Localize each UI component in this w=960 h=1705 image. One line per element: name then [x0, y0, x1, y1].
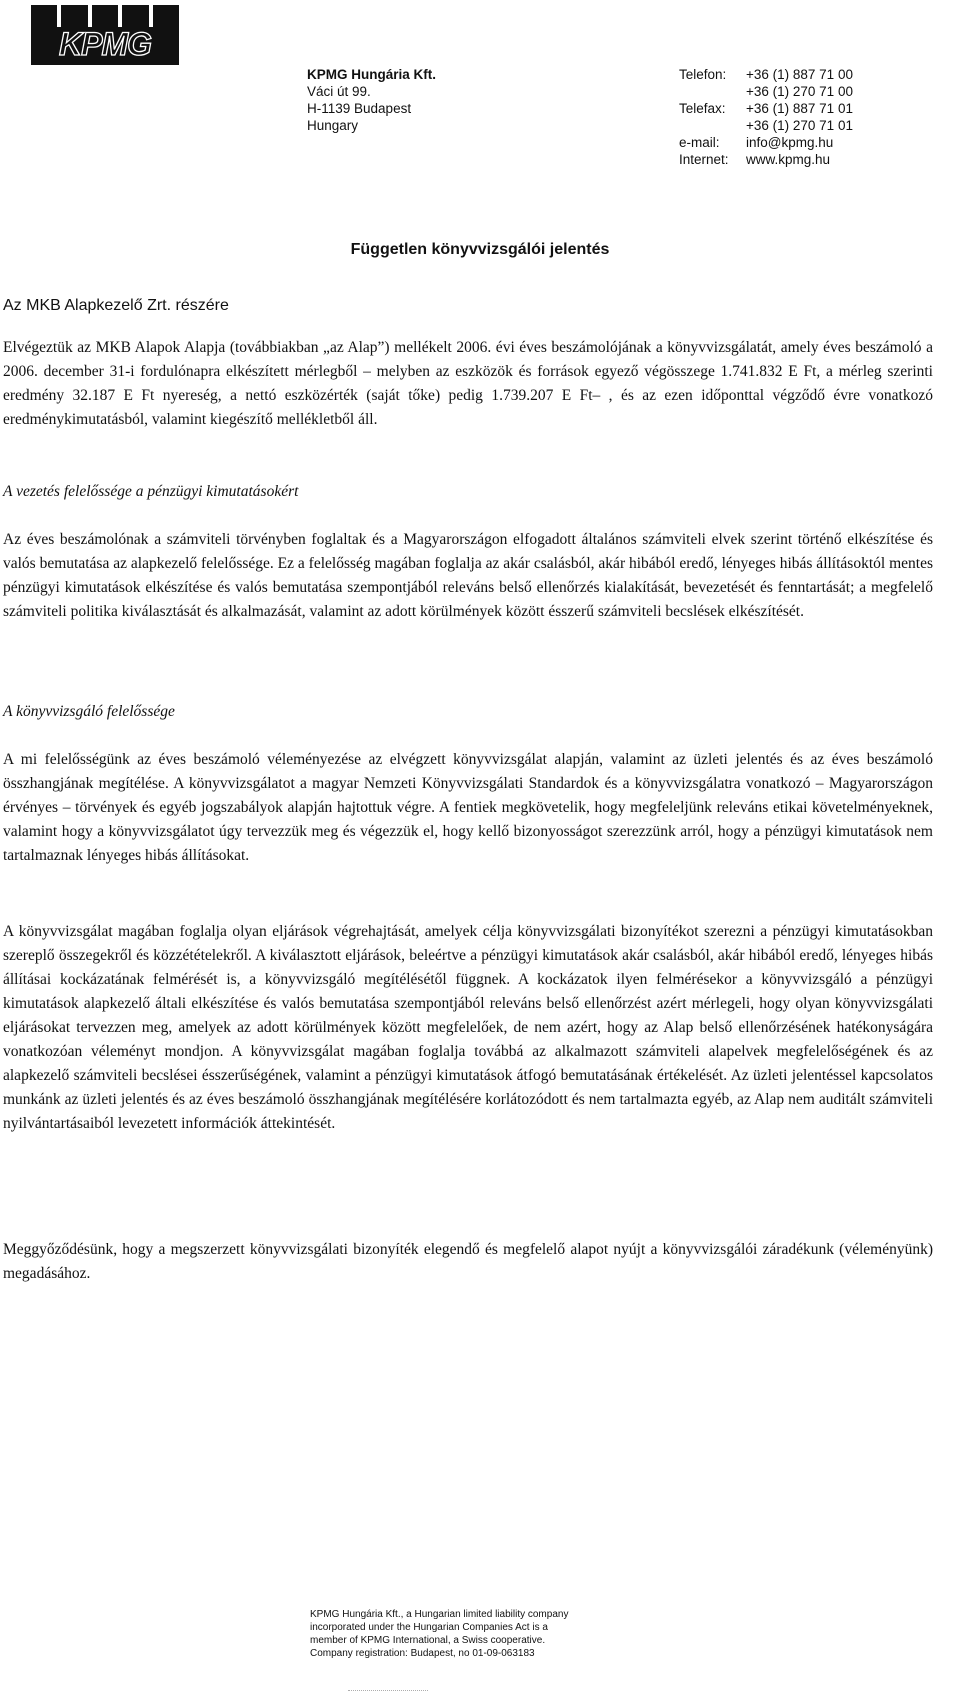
footer-line: incorporated under the Hungarian Companies Act is a — [310, 1622, 548, 1633]
auditor-paragraph-1-block — [3, 748, 933, 868]
section-heading-management: A vezetés felelőssége a pénzügyi kimutatásokért — [3, 483, 299, 500]
contact-label: e-mail: — [679, 135, 720, 150]
contact-row-phone-2 — [679, 83, 853, 100]
logo-wordmark: KPMG — [59, 26, 151, 62]
intro-paragraph: Elvégeztük az MKB Alapok Alapja (továbbiakban „az Alap”) mellékelt 2006. évi éves beszámolójának a könyvvizsgálatát, amely éves beszámoló a 2006. december 31-i fordulónapra elkészített mérlegből – melyben az eszközök és források egyező végösszege 1.741.832 E Ft, a mérleg szerinti eredmény 32.187 E Ft nyereség, a nettó eszközérték (saját tőke) pedig 1.739.207 E Ft– , és az ezen időponttal végződő évre vonatkozó eredménykimutatásból, valamint kiegészítő mellékletből áll. — [3, 339, 933, 428]
contact-row-email — [679, 134, 853, 151]
management-paragraph: Az éves beszámolónak a számviteli törvényben foglaltak és a Magyarországon elfogadott általános számviteli elvek szerint történő elkészítése és valós bemutatása az alapkezelő felelőssége. Ez a felelősség magában foglalja az akár csalásból, akár hibából eredő, lényeges hibás állításoktól mentes pénzügyi kimutatások elkészítése és valós bemutatása szempontjából releváns belső ellenőrzés kialakítását, bevezetését és fenntartását; a megfelelő számviteli politika kiválasztását és alkalmazását, valamint az adott körülmények között ésszerű számviteli becslések elkészítését. — [3, 531, 933, 620]
report-title: Független könyvvizsgálói jelentés — [350, 241, 610, 258]
logo-stripes — [31, 5, 179, 27]
address-line: Váci út 99. — [307, 84, 371, 99]
auditor-paragraph-3: Meggyőződésünk, hogy a megszerzett könyvvizsgálati bizonyíték elegendő és megfelelő alapot nyújt a könyvvizsgálói záradékunk (véleményünk) megadásához. — [3, 1241, 933, 1282]
contact-value: info@kpmg.hu — [746, 135, 834, 150]
contact-label — [679, 83, 746, 100]
footer-line: member of KPMG International, a Swiss cooperative. — [310, 1635, 546, 1646]
letterhead-contacts — [679, 66, 853, 168]
contact-row-internet — [679, 151, 853, 168]
contact-row-fax — [679, 100, 853, 117]
contact-label: Telefon: — [679, 67, 727, 82]
auditor-paragraph-3-block — [3, 1238, 933, 1286]
contact-value: +36 (1) 887 71 00 — [746, 67, 853, 82]
footer-line: KPMG Hungária Kft., a Hungarian limited liability company — [310, 1609, 569, 1620]
footer-line: Company registration: Budapest, no 01-09-063183 — [310, 1648, 535, 1659]
contact-row-phone — [679, 66, 853, 83]
contact-row-fax-2 — [679, 117, 853, 134]
contact-value: www.kpmg.hu — [746, 152, 831, 167]
letterhead-address — [307, 66, 436, 134]
auditor-paragraph-1: A mi felelősségünk az éves beszámoló véleményezése az elvégzett könyvvizsgálat alapján, valamint az üzleti jelentés és az éves beszámoló összhangjának megítélése. A könyvvizsgálatot a magyar Nemzeti Könyvvizsgálati Standardok és a könyvvizsgálatra vonatkozó – Magyarországon érvényes – törvények és egyéb jogszabályok alapján hajtottuk végre. A fentiek megkövetelik, hogy megfeleljünk releváns etikai követelményeknek, valamint hogy a könyvvizsgálatot úgy tervezzük meg és végezzük el, hogy kellő bizonyosságot szerezzünk arról, hogy a pénzügyi kimutatások nem tartalmaznak lényeges hibás állításokat. — [3, 751, 933, 864]
address-line: Hungary — [307, 118, 359, 133]
contact-value: +36 (1) 270 71 01 — [746, 118, 853, 133]
contact-label: Internet: — [679, 152, 729, 167]
section-heading-auditor: A könyvvizsgáló felelőssége — [3, 703, 175, 720]
auditor-paragraph-2-block — [3, 920, 933, 1136]
address-line: H-1139 Budapest — [307, 101, 412, 116]
scan-artifact-divider — [348, 1690, 428, 1694]
contact-label: Telefax: — [679, 101, 726, 116]
management-paragraph-block — [3, 528, 933, 624]
company-name: KPMG Hungária Kft. — [307, 67, 437, 82]
footer-legal — [310, 1608, 568, 1660]
kpmg-logo — [31, 5, 179, 65]
intro-paragraph-block — [3, 336, 933, 432]
contact-value: +36 (1) 887 71 01 — [746, 101, 853, 116]
addressee: Az MKB Alapkezelő Zrt. részére — [3, 297, 229, 314]
auditor-paragraph-2: A könyvvizsgálat magában foglalja olyan eljárások végrehajtását, amelyek célja könyvvizsgálati bizonyítékot szerezni a pénzügyi kimutatásokban szereplő összegekről és közzétételekről. A kiválasztott eljárások, beleértve a pénzügyi kimutatások akár csalásból, akár hibából eredő, lényeges hibás állításai kockázatának felmérését is, a könyvvizsgáló megítélésétől függnek. A kockázatok ilyen felmérésekor a könyvvizsgáló a pénzügyi kimutatások alapkezelő általi elkészítése és valós bemutatása szempontjából releváns belső ellenőrzést azért mérlegeli, hogy olyan könyvvizsgálati eljárásokat tervezzen meg, amelyek az adott körülmények között megfelelőek, de nem azért, hogy az Alap belső ellenőrzésének hatékonyságára vonatkozóan véleményt mondjon. A könyvvizsgálat magában foglalja továbbá az alkalmazott számviteli alapelvek megfelelőségének és az alapkezelő számviteli becslései ésszerűségének, valamint a pénzügyi kimutatások átfogó bemutatásának értékelését. Az üzleti jelentéssel kapcsolatos munkánk az üzleti jelentés és az éves beszámoló összhangjának megítélésére korlátozódott és nem tartalmazta egyéb, az Alap nem auditált számviteli nyilvántartásaiból levezetett információk áttekintését. — [3, 923, 933, 1132]
contact-label — [679, 117, 746, 134]
contact-value: +36 (1) 270 71 00 — [746, 84, 853, 99]
